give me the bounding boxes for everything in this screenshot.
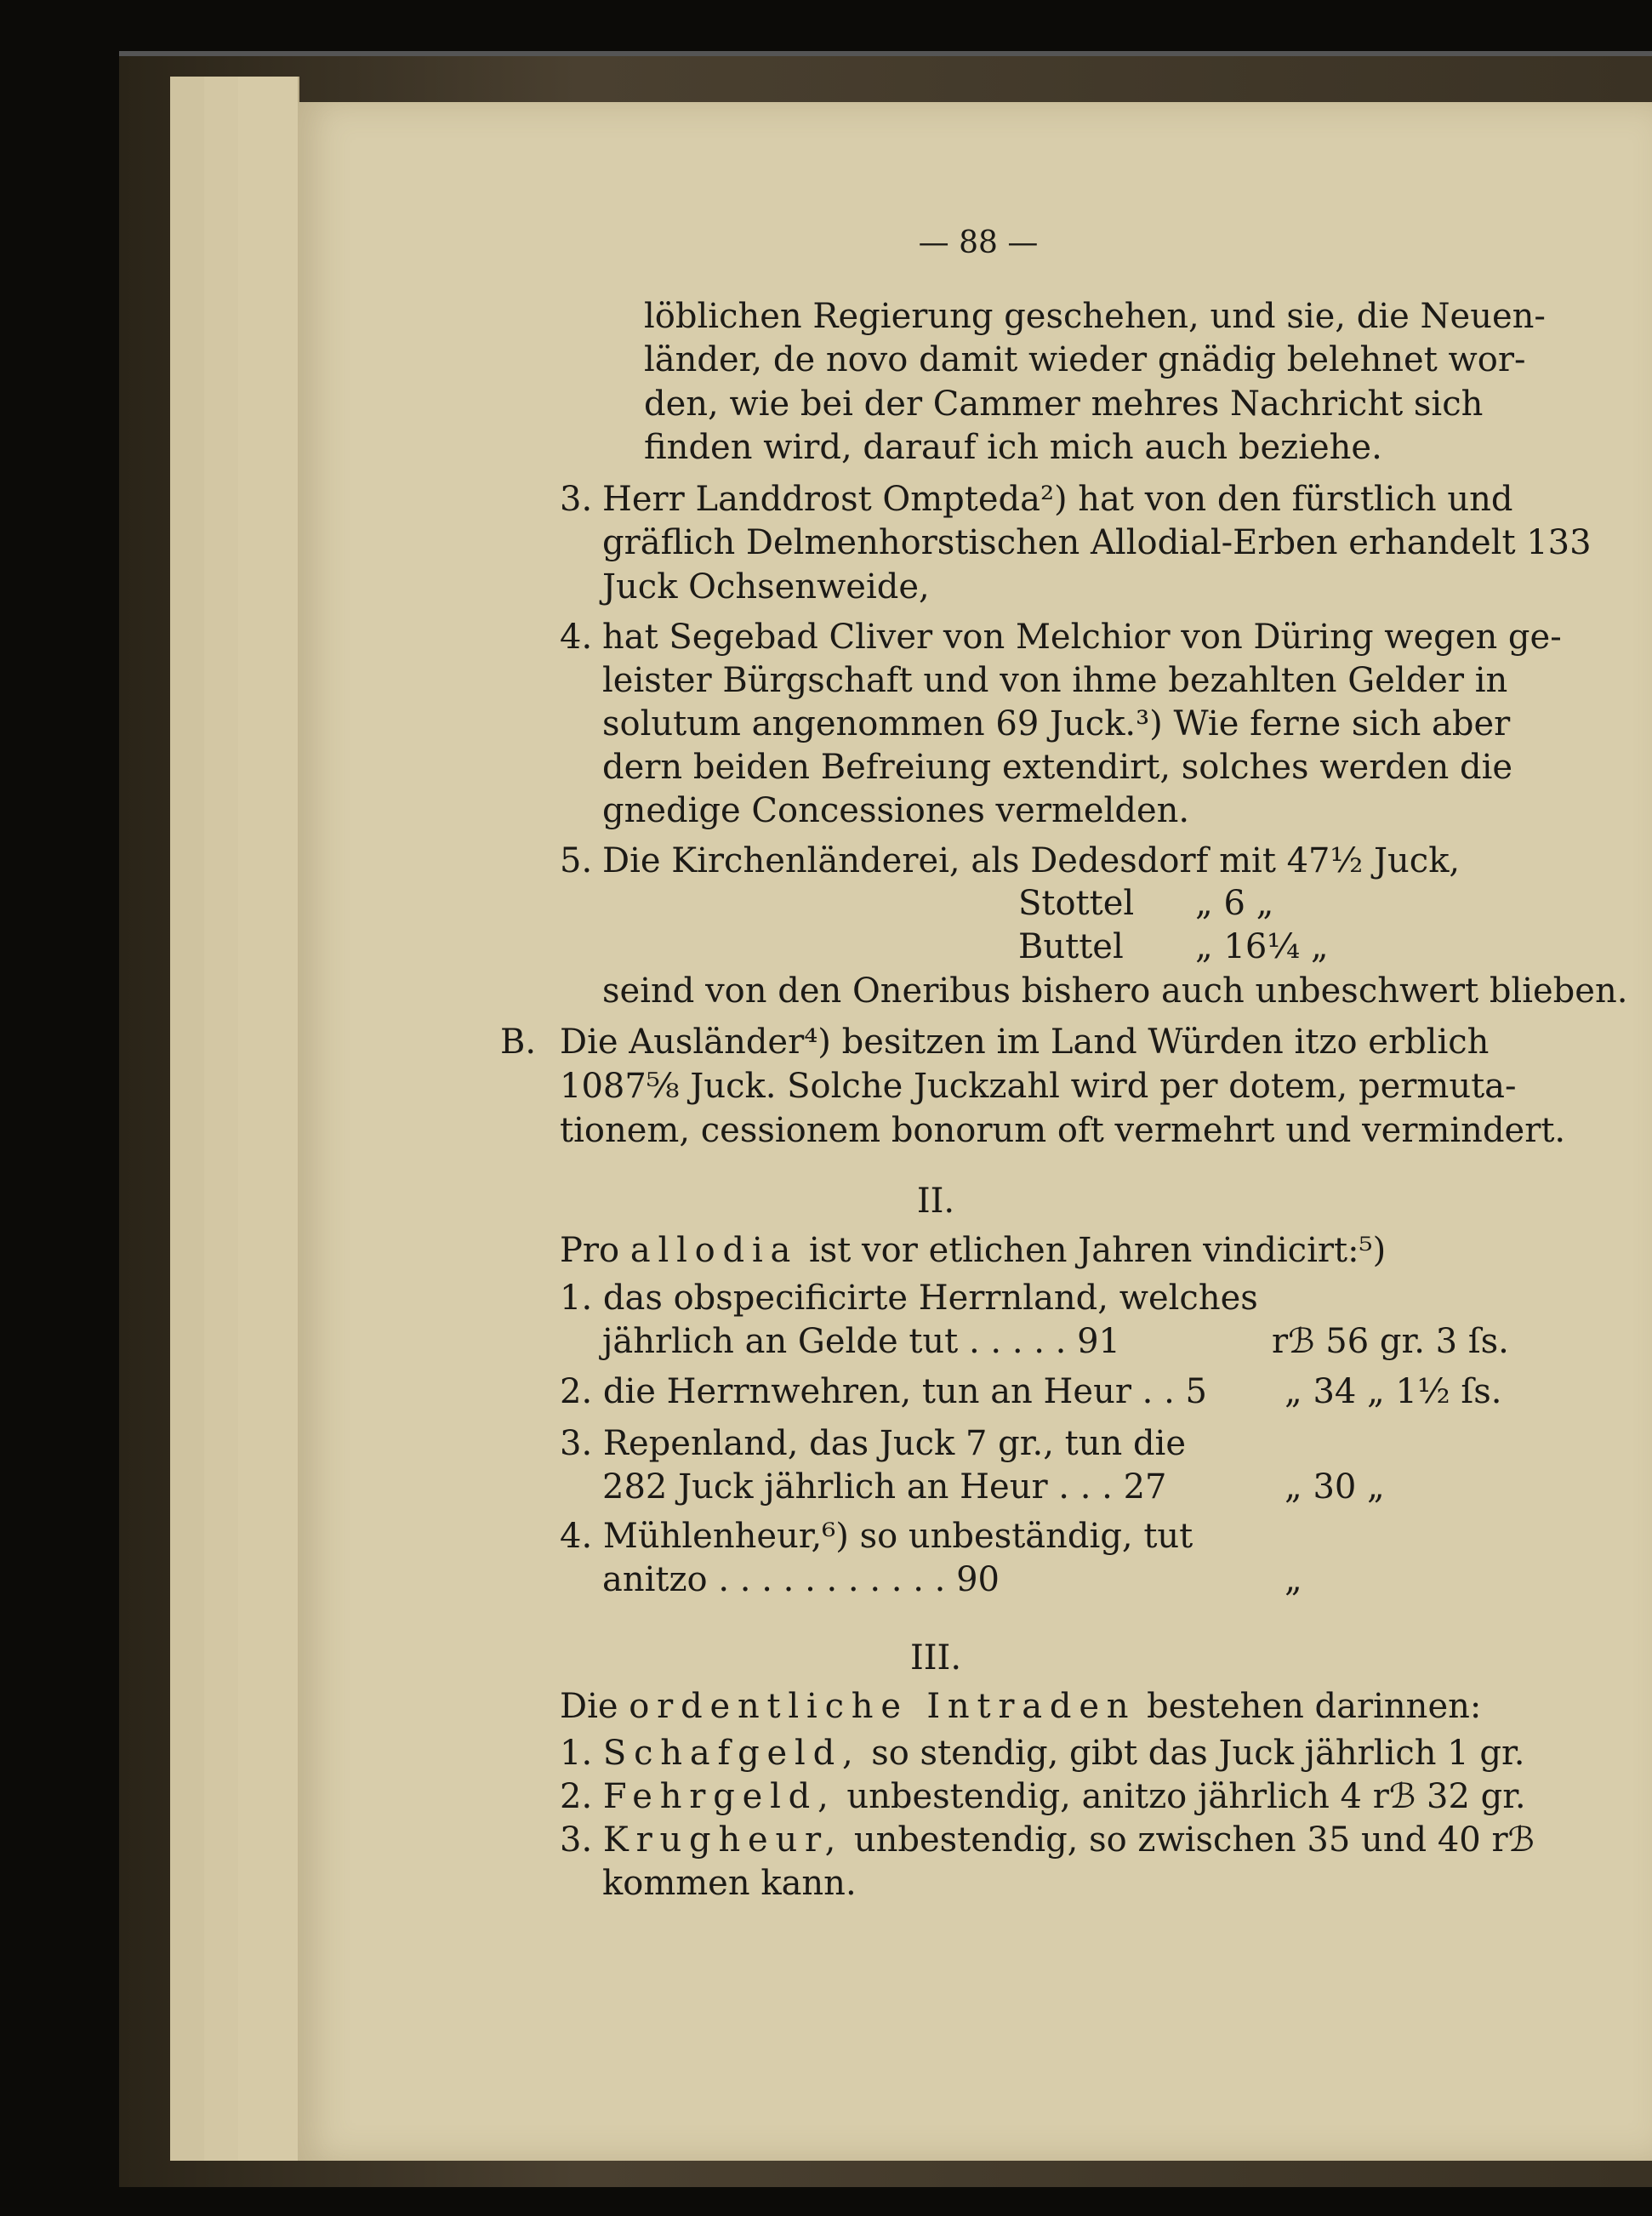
item-number: 4. (560, 618, 593, 657)
text-line: leister Bürgschaft und von ihme bezahlten Gelder in (602, 661, 1508, 700)
text-line: hat Segebad Cliver von Melchior von Düring wegen ge- (602, 618, 1562, 657)
text-line: Stottel (1018, 884, 1135, 923)
page-number: — 88 — (918, 225, 1039, 260)
text-line: seind von den Oneribus bishero auch unbeschwert blieben. (602, 971, 1628, 1011)
text-line: „ 6 „ (1195, 884, 1274, 923)
text-line: Die Ausländer⁴) besitzen im Land Würden itzo erblich (560, 1023, 1490, 1062)
spaced-text: Fehrgeld, (602, 1777, 836, 1816)
text-line: kommen kann. (602, 1864, 857, 1903)
text-line (560, 1233, 1386, 1268)
text-line: Juck Ochsenweide, (602, 567, 930, 607)
text-line: 2. die Herrnwehren, tun an Heur . . 5 (560, 1372, 1207, 1411)
value-cell: „ 34 „ 1½ ſs. (1285, 1372, 1502, 1411)
text-line: löblichen Regierung geschehen, und sie, die Neuen- (644, 297, 1546, 336)
text-line (560, 1734, 1525, 1773)
text-span: unbestendig, so zwischen 35 und 40 rℬ (853, 1820, 1535, 1860)
section-heading: II. (916, 1182, 955, 1221)
spaced-text: ordentliche Intraden (629, 1687, 1136, 1726)
text-line: 282 Juck jährlich an Heur . . . 27 (602, 1467, 1167, 1507)
value-cell: „ 30 „ (1285, 1467, 1385, 1507)
text-span: ist vor etlichen Jahren vindicirt:⁵) (808, 1231, 1387, 1270)
text-line: 1. das obspecificirte Herrnland, welches (560, 1279, 1258, 1318)
text-line: 3. Repenland, das Juck 7 gr., tun die (560, 1424, 1187, 1463)
text-line: jährlich an Gelde tut . . . . . 91 (602, 1322, 1121, 1361)
page-edge (238, 77, 299, 2161)
text-line: solutum angenommen 69 Juck.³) Wie ferne sich aber (602, 704, 1511, 743)
item-number: 3. (560, 1820, 593, 1860)
text-line: finden wird, darauf ich mich auch beziehe. (644, 428, 1382, 467)
text-line: den, wie bei der Cammer mehres Nachricht sich (644, 385, 1484, 424)
text-line: gnedige Concessiones vermelden. (602, 791, 1190, 830)
text-span: bestehen darinnen: (1147, 1687, 1482, 1726)
item-number: 5. (560, 841, 593, 880)
text-line: 1087⅝ Juck. Solche Juckzahl wird per dotem, permuta- (560, 1067, 1517, 1106)
text-line: anitzo . . . . . . . . . . . 90 (602, 1560, 1000, 1599)
text-line: Die Kirchenländerei, als Dedesdorf mit 47½ Juck, (602, 841, 1461, 880)
spaced-text: Schafgeld, (602, 1734, 861, 1773)
item-number: 2. (560, 1777, 593, 1816)
item-number: B. (500, 1023, 537, 1062)
spaced-text: Krugheur, (602, 1820, 844, 1860)
text-line: länder, de novo damit wieder gnädig belehnet wor- (644, 340, 1526, 379)
text-span: so stendig, gibt das Juck jährlich 1 gr. (871, 1734, 1525, 1773)
text-line (560, 1777, 1526, 1816)
text-line: gräflich Delmenhorstischen Allodial-Erben erhandelt 133 (602, 523, 1592, 562)
page-edge (170, 77, 206, 2161)
page (298, 102, 1652, 2161)
text-line: „ 16¼ „ (1195, 927, 1329, 966)
text-line: dern beiden Befreiung extendirt, solches werden die (602, 748, 1513, 787)
page-edge (204, 77, 240, 2161)
text-line: Herr Landdrost Ompteda²) hat von den fürstlich und (602, 480, 1513, 519)
item-number: 1. (560, 1734, 593, 1773)
text-line: Buttel (1018, 927, 1124, 966)
text-span: Die (560, 1687, 618, 1726)
text-line (560, 1820, 1535, 1860)
spaced-text: allodia (629, 1231, 799, 1270)
text-line: tionem, cessionem bonorum oft vermehrt und vermindert. (560, 1111, 1566, 1150)
text-line: 4. Mühlenheur,⁶) so unbeständig, tut (560, 1517, 1193, 1556)
value-cell: „ (1285, 1560, 1302, 1599)
item-number: 3. (560, 480, 593, 519)
text-span: Pro (560, 1231, 620, 1270)
value-cell: rℬ 56 gr. 3 ſs. (1272, 1322, 1509, 1361)
section-heading: III. (909, 1638, 962, 1678)
text-line (560, 1687, 1482, 1726)
text-span: unbestendig, anitzo jährlich 4 rℬ 32 gr. (846, 1777, 1526, 1816)
